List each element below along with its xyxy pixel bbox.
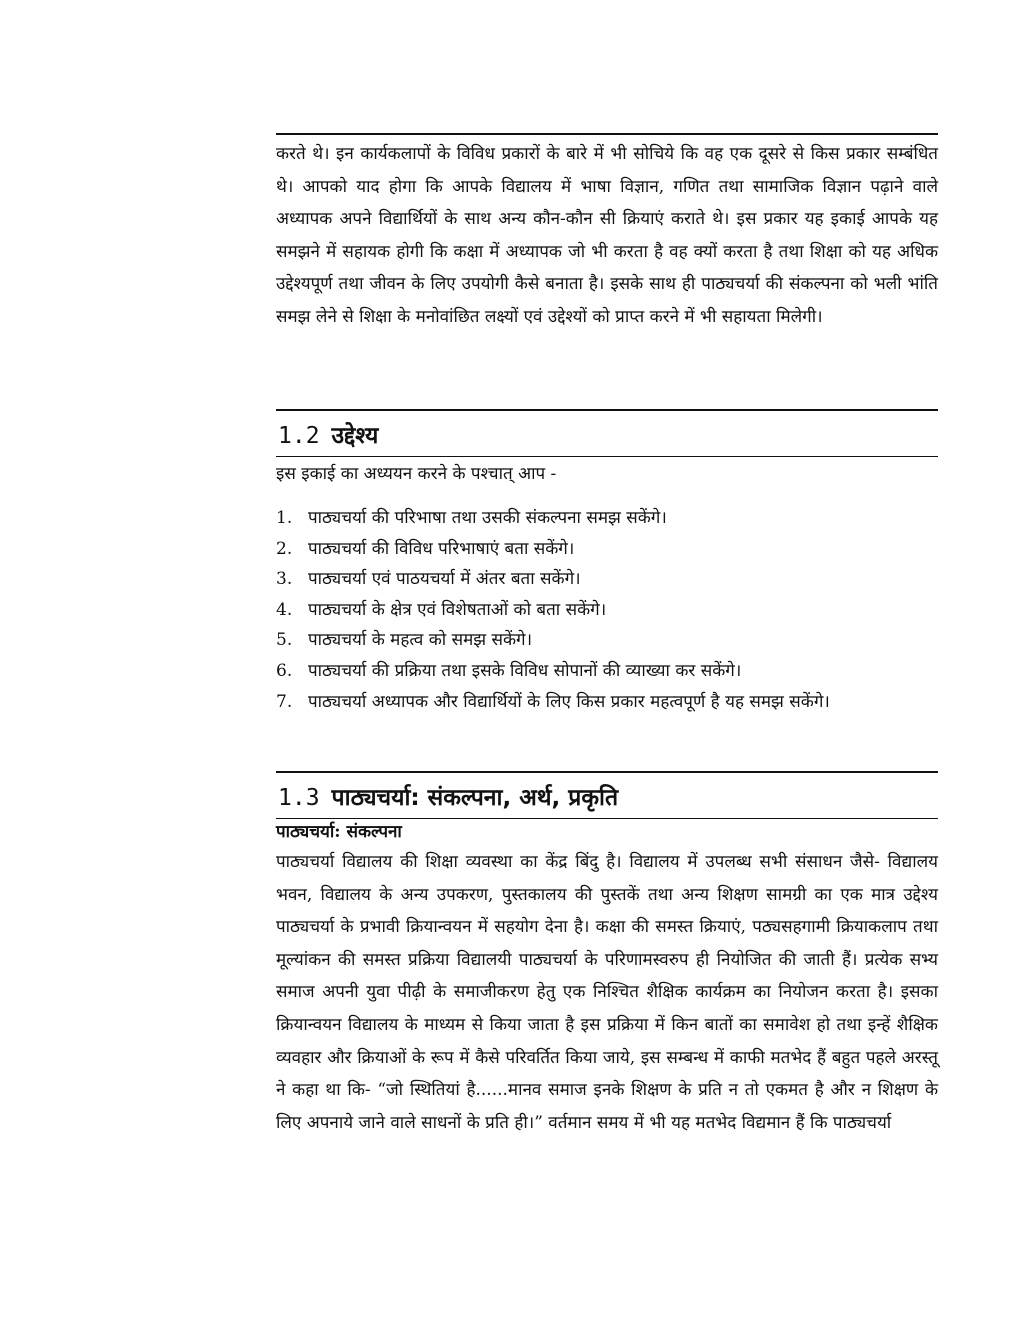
section-1-2-title: उद्देश्य	[331, 423, 379, 449]
top-rule	[276, 133, 938, 135]
list-item	[276, 564, 938, 595]
section-1-3-subheading: पाठ्यचर्या: संकल्पना	[276, 822, 402, 842]
section-1-3-heading	[278, 783, 938, 813]
intro-paragraph: करते थे। इन कार्यकलापों के विविध प्रकारों के बारे में भी सोचिये कि वह एक दूसरे से किस प्रकार सम्बंधित थे। आपको याद होगा कि आपके विद्यालय में भाषा विज्ञान, गणित तथा सामाजिक विज्ञान पढ़ाने वाले अध्यापक अपने विद्यार्थियों के साथ अन्य कौन-कौन सी क्रियाएं कराते थे। इस प्रकार यह इकाई आपके यह समझने में सहायक होगी कि कक्षा में अध्यापक जो भी करता है वह क्यों करता है तथा शिक्षा को यह अधिक उद्देश्यपूर्ण तथा जीवन के लिए उपयोगी कैसे बनाता है। इसके साथ ही पाठ्यचर्या की संकल्पना को भली भांति समझ लेने से शिक्षा के मनोवांछित लक्ष्यों एवं उद्देश्यों को प्राप्त करने में भी सहायता मिलेगी।	[276, 144, 938, 327]
list-item-number: 3.	[276, 569, 293, 590]
list-item-text: पाठ्यचर्या की विविध परिभाषाएं बता सकेंगे।	[308, 538, 575, 559]
section-1-2-number: 1.2	[278, 423, 320, 449]
section-1-3-bottom-rule	[276, 818, 938, 819]
list-item-number: 6.	[276, 660, 293, 681]
objectives-list	[276, 503, 938, 717]
list-item-number: 4.	[276, 599, 293, 620]
list-item-text: पाठ्यचर्या अध्यापक और विद्यार्थियों के लिए किस प्रकार महत्वपूर्ण है यह समझ सकेंगे।	[308, 691, 830, 712]
section-1-2-heading	[278, 421, 938, 451]
list-item	[276, 534, 938, 565]
list-item-number: 1.	[276, 508, 293, 528]
list-item-text: पाठ्यचर्या की परिभाषा तथा उसकी संकल्पना समझ सकेंगे।	[308, 508, 667, 528]
list-item	[276, 595, 938, 626]
section-1-3-top-rule	[276, 771, 938, 773]
section-1-2-top-rule	[276, 409, 938, 411]
section-1-3-title: पाठ्यचर्या: संकल्पना, अर्थ, प्रकृति	[331, 785, 619, 811]
list-item-number: 5.	[276, 630, 293, 651]
section-1-3-paragraph: पाठ्यचर्या विद्यालय की शिक्षा व्यवस्था का केंद्र बिंदु है। विद्यालय में उपलब्ध सभी संसाधन जैसे- विद्यालय भवन, विद्यालय के अन्य उपकरण, पुस्तकालय की पुस्तकें तथा अन्य शिक्षण सामग्री का एक मात्र उद्देश्य पाठ्यचर्या के प्रभावी क्रियान्वयन में सहयोग देना है। कक्षा की समस्त क्रियाएं, पठ्यसहगामी क्रियाकलाप तथा मूल्यांकन की समस्त प्रक्रिया विद्यालयी पाठ्यचर्या के परिणामस्वरुप ही नियोजित की जाती हैं। प्रत्येक सभ्य समाज अपनी युवा पीढ़ी के समाजीकरण हेतु एक निश्चित शैक्षिक कार्यक्रम का नियोजन करता है। इसका क्रियान्वयन विद्यालय के माध्यम से किया जाता है इस प्रक्रिया में किन बातों का समावेश हो तथा इन्हें शैक्षिक व्यवहार और क्रियाओं के रूप में कैसे परिवर्तित किया जाये, इस सम्बन्ध में काफी मतभेद हैं बहुत पहले अरस्तू ने कहा था कि- “जो स्थितियां है......मानव समाज इनके शिक्षण के प्रति न तो एकमत है और न शिक्षण के लिए अपनाये जाने वाले साधनों के प्रति ही।” वर्तमान समय में भी यह मतभेद विद्यमान हैं कि पाठ्यचर्या	[276, 852, 938, 1133]
list-item-text: पाठ्यचर्या एवं पाठयचर्या में अंतर बता सकेंगे।	[308, 569, 581, 590]
list-item	[276, 503, 938, 534]
list-item-text: पाठ्यचर्या के महत्व को समझ सकेंगे।	[308, 630, 533, 651]
section-1-3-number: 1.3	[278, 785, 320, 811]
list-item	[276, 656, 938, 687]
list-item-text: पाठ्यचर्या के क्षेत्र एवं विशेषताओं को बता सकेंगे।	[308, 599, 607, 620]
list-item	[276, 625, 938, 656]
list-item-text: पाठ्यचर्या की प्रक्रिया तथा इसके विविध सोपानों की व्याख्या कर सकेंगे।	[308, 660, 742, 681]
list-item	[276, 687, 938, 718]
objectives-intro: इस इकाई का अध्ययन करने के पश्चात् आप -	[276, 464, 557, 484]
list-item-number: 7.	[276, 691, 293, 712]
list-item-number: 2.	[276, 538, 293, 559]
section-1-2-bottom-rule	[276, 456, 938, 457]
